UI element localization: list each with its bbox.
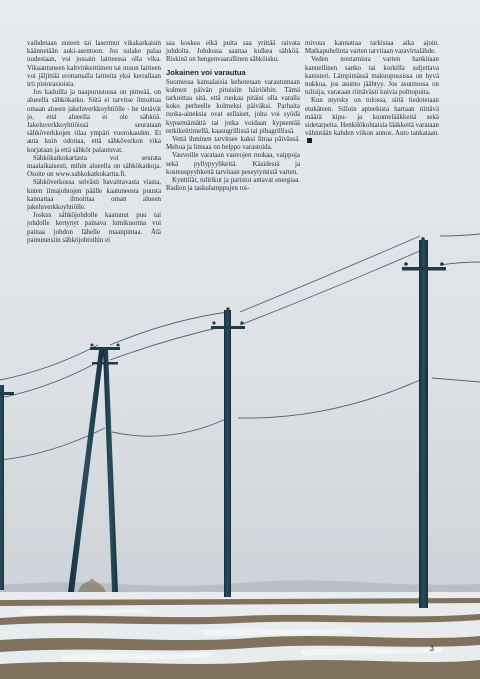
section-heading: Jokainen voi varautua	[166, 67, 246, 77]
article-column-2	[166, 40, 300, 193]
article-column-1	[27, 40, 161, 245]
paragraph: saa koskea eikä puita saa yrittää raivata johdolta. Johdossa saattaa kulkea sähköä. Riskinä on hengenvaarallinen sähköisku.	[166, 40, 300, 64]
page-number: 3	[429, 644, 434, 653]
paragraph: Suomessa kansalaisia kehotetaan varautumaan kolmen päivän pituisiin häiriöihin. Tämä tarkoittaa sitä, että ruokaa pitäisi olla varalla koko perheelle kolmeksi päiväksi. Parhaita ruoka-aineksia ovat sellaiset, joita voi syödä kypsentämättä tai jotka voidaan kypsentää retkikeittimellä, kaasugrillissä tai pihagrillissä.	[166, 78, 300, 135]
paragraph: Vauvoille varataan vauvojen ruokaa, vaippoja sekä pyllypyyhkeitä. Käsidesiä ja kosteuspyyhkeitä tarvitaan peseytymistä varten.	[166, 152, 300, 176]
paragraph: Sähkökatkokartasta voi seurata maalaikaisesti, mihin alueella on sähkökatkoja. Osoite on www.sahkokatkokartta.fi.	[27, 154, 161, 179]
end-of-article-icon	[307, 138, 312, 143]
paragraph: Vettä ihminen tarvitsee kaksi litraa päivässä. Mehua ja limsaa on helppo varastoida.	[166, 136, 300, 152]
paragraph: Sähköverkossa selvästi havaittavasta viasta, kuten ilmajohtojen päälle kaatuneesta puusta kannattaa ilmoittaa oman alueen jakeluverkkoyhtiölle.	[27, 179, 161, 212]
paragraph: mivuus kannattaa tarkistaa aika ajoin. Matkapuhelinta varten tarvitaan varavirtalähde.	[305, 40, 439, 56]
paragraph: Kynttilät, tulitikut ja paristot antavat energiaa. Radion ja taskulamppujen toi-	[166, 177, 300, 193]
paragraph-last	[305, 97, 439, 146]
paragraph: Veden noutamista varten hankitaan kannellinen sanko tai korkilla suljettava kanisteri. Lämpimässä makuupussissa on hyvä nukkua, jos asunto jäähtyy. Jos asunnossa on tulisija, varataan riittävästi kuivia polttopuita.	[305, 56, 439, 97]
paragraph-text: Kun myrsky on tulossa, siitä tiedotetaan etukäteen. Silloin apteekista hartaan riittävä määrä kipu- ja kuumelääkkeitä sekä sidetarpeita. Henkilökohtaisia lääkkeitä varataan vähintään kahden viikon annos. Auto tankataan.	[305, 97, 439, 138]
paragraph: Joskus sähköjohdolle kaatunut puu tai johdolle kertynyt painava lumikuorma voi painaa johdon lähelle maanpintaa. Älä painuneisiin sähköjohtoihin ei	[27, 212, 161, 244]
paragraph: Jos kaduilla ja naapurustossa on pimeää, on alueella sähkökatko. Siitä ei tarvitse ilmoittaa omaan alueen jakeluverkkoyhtiölle - he tietävät jo, että alueella ei ole sähköä. Jakeluverkkoyhtiöissä seurataan sähköverkkojen tilaa ympäri vuorokauden. Ei auta kuin odottaa, että sähköverkon vika korjataan ja että sähköt palautuvat.	[27, 89, 161, 154]
paragraph: vaihdetaan uuteen tai lasermut vikakarkaisin käännetään auki-asentoon. Jos sulake palaa uudestaan, voi jossain laitteessa olla vika. Vikaantuneen kaltvinkeittimen tai muun laitteen voi jäljittää erottamalla laitteita yksi kerrallaan irti pistorasioista.	[27, 40, 161, 89]
article-column-3	[305, 40, 439, 147]
